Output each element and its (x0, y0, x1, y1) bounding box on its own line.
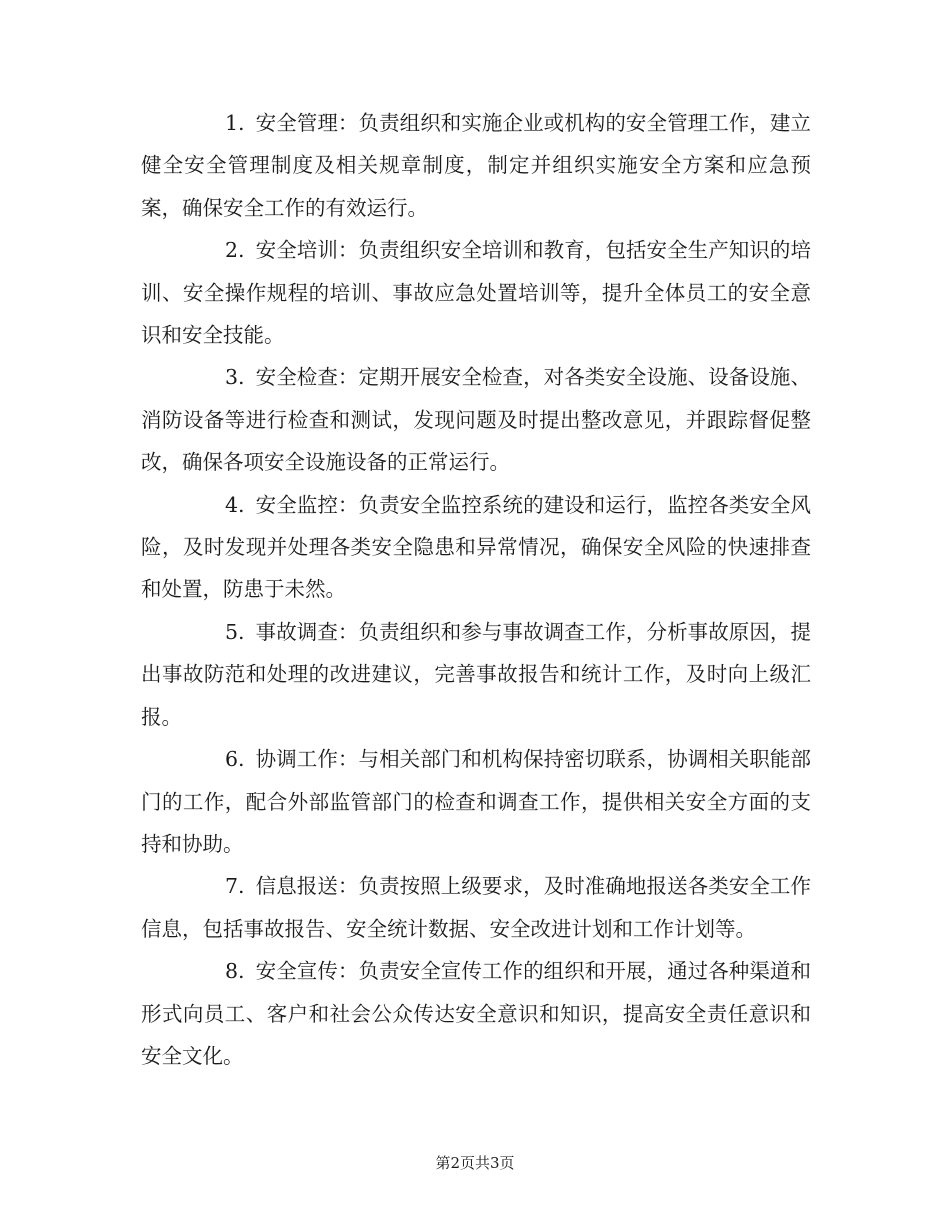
item-text: 信息报送：负责按照上级要求，及时准确地报送各类安全工作信息，包括事故报告、安全统计数据、安全改进计划和工作计划等。 (141, 874, 811, 941)
item-number: 1. (225, 111, 245, 135)
item-number: 5. (225, 619, 245, 644)
item-text: 安全监控：负责安全监控系统的建设和运行，监控各类安全风险，及时发现并处理各类安全隐患和异常情况，确保安全风险的快速排查和处置，防患于未然。 (141, 492, 811, 602)
list-item-1 (141, 102, 811, 229)
list-item-2 (141, 229, 811, 356)
page-footer (0, 1152, 950, 1173)
list-item-4 (141, 484, 811, 611)
item-text: 安全管理：负责组织和实施企业或机构的安全管理工作，建立健全安全管理制度及相关规章制度，制定并组织实施安全方案和应急预案，确保安全工作的有效运行。 (141, 111, 811, 220)
document-body (141, 102, 811, 1077)
item-number: 6. (225, 747, 245, 772)
item-text: 协调工作：与相关部门和机构保持密切联系，协调相关职能部门的工作，配合外部监管部门的检查和调查工作，提供相关安全方面的支持和协助。 (141, 747, 811, 856)
item-number: 4. (225, 492, 245, 517)
item-number: 7. (225, 874, 245, 899)
list-item-7 (141, 865, 811, 950)
item-text: 安全宣传：负责安全宣传工作的组织和开展，通过各种渠道和形式向员工、客户和社会公众传达安全意识和知识，提高安全责任意识和安全文化。 (141, 959, 811, 1068)
item-number: 8. (225, 959, 245, 984)
list-item-5 (141, 611, 811, 738)
item-number: 2. (225, 238, 245, 263)
item-text: 安全培训：负责组织安全培训和教育，包括安全生产知识的培训、安全操作规程的培训、事故应急处置培训等，提升全体员工的安全意识和安全技能。 (141, 238, 811, 348)
item-text: 事故调查：负责组织和参与事故调查工作，分析事故原因，提出事故防范和处理的改进建议，完善事故报告和统计工作，及时向上级汇报。 (141, 619, 811, 729)
list-item-8 (141, 950, 811, 1077)
list-item-3 (141, 356, 811, 483)
item-text: 安全检查：定期开展安全检查，对各类安全设施、设备设施、消防设备等进行检查和测试，发现问题及时提出整改意见，并跟踪督促整改，确保各项安全设施设备的正常运行。 (141, 365, 811, 475)
page-number: 第2页共3页 (435, 1154, 515, 1172)
item-number: 3. (225, 365, 245, 390)
list-item-6 (141, 738, 811, 865)
